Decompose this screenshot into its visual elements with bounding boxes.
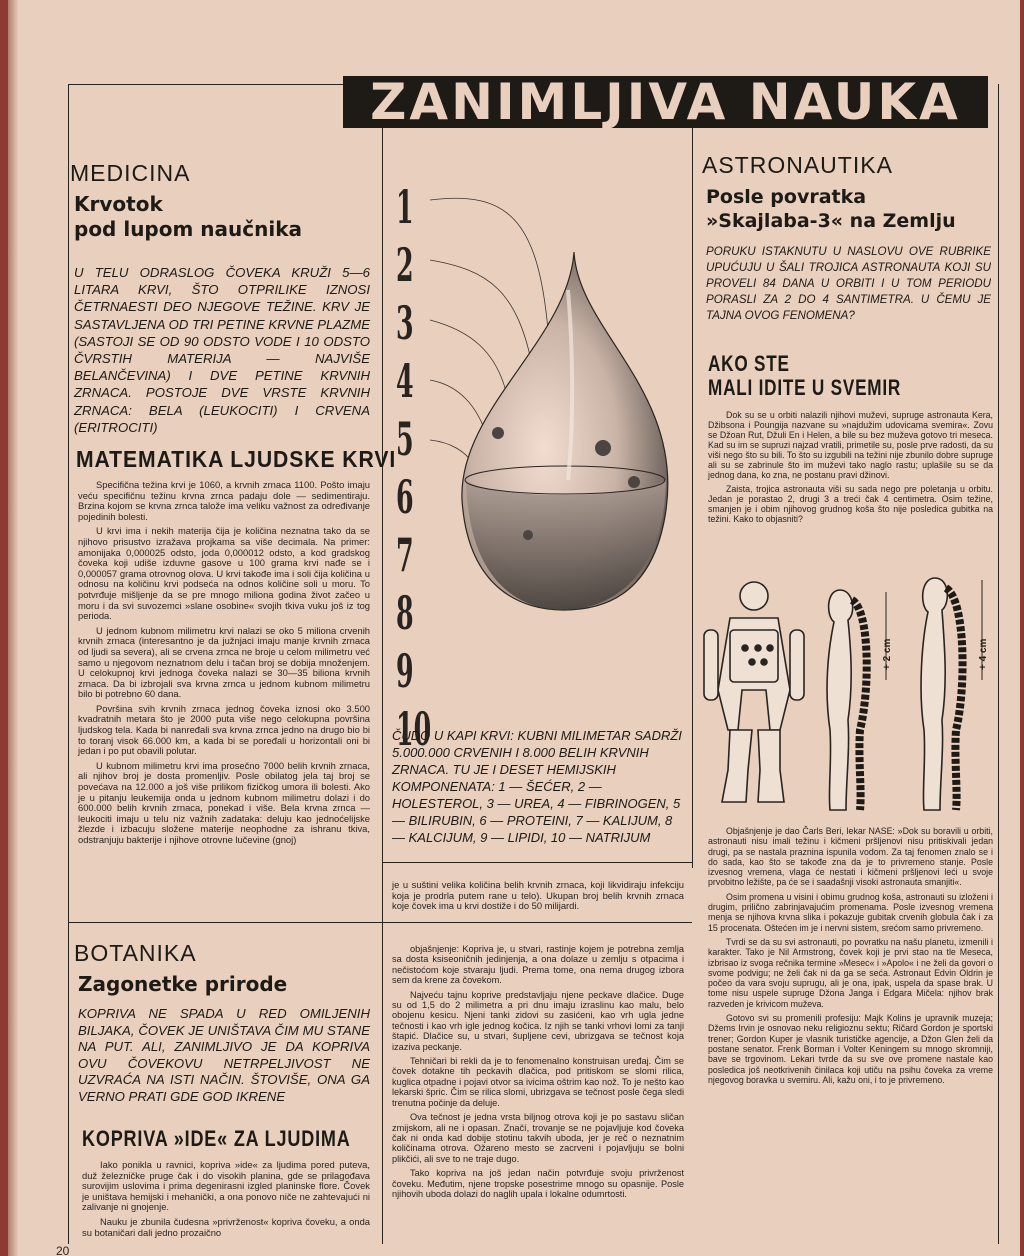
paragraph: Ova tečnost je jedna vrsta biljnog otrova koji je po sastavu sličan zmijskom, ali ne i opasan. Značí, trovanje se ne pojavljuje kod čoveka čak ni onda kad dobije stotinu takvih uboda, jer je reč o neznatnim količinama otrova. Ožareno mesto se zacrveni i pojavljuju se bolni plikčići, ali sve to ne traje dugo.	[392, 1112, 684, 1164]
masthead-banner	[343, 76, 988, 128]
paragraph: Tvrdi se da su svi astronauti, po povratku na našu planetu, izmenili i karakter. Tako je Nil Armstrong, čovek koji je prvi stao na tle Meseca, izbrisao iz svoga rečnika termine »Mesec« i »Apolo« i ne želi da govori o svome podvigu; ne želi čak ni da ga se seća. Astronaut Edvin Oldrin je počeo da vara svoju suprugu, ali je ona, ipak, uspela da spase brak. U tome nisu uspele supruge Džona Janga i Edgara Mičela: njihov brak razveden je krivicom muževa.	[708, 936, 993, 1009]
drop-liquid	[466, 480, 666, 610]
blood-drop-illustration	[428, 180, 690, 740]
column-rule-1	[382, 128, 383, 1244]
height-gain-label-2: + 4 cm	[978, 638, 989, 670]
headline-ako-ste-mali	[708, 352, 901, 400]
paragraph: U kubnom milimetru krvi ima prosečno 7000 belih krvnih zrnaca, ali njihov broj je dosta promenljiv. Posle obilatog jela taj broj se povećava na 12.000 a još više prilikom fizičkog umora ili bolesti. Ako je u pitanju leukemija onda u jednom kubnom milimetru dolazi i do 600.000 belih krvnih zrnaca, ponekad i više. Bela krvna zrnca — leukociti imaju u telu niz važnih zadataka: deluju kao jednoćelijske žlezde i izbacuju složene materije neophodne za ishranu tkiva, odstranjuju bakterije i njihove otrovne lučevine (gnoj)	[78, 759, 370, 845]
article-title-zagonetke: Zagonetke prirode	[78, 972, 288, 996]
paragraph: objašnjenje: Kopriva je, u stvari, rastinje kojem je potrebna zemlja sa dosta ksiseoničnih jedinjenja, a ona dolaze u zemlju s otpacima i nečistoćom koje stvaraju ljudi. Prema tome, ona nema drugog izbora sem da krene za čovekom.	[392, 944, 684, 986]
column-rule-2	[692, 128, 693, 868]
article-title-skajlab	[706, 186, 996, 234]
component-number: 3	[396, 296, 414, 350]
headline-matematika: MATEMATIKA LJUDSKE KRVI	[76, 446, 397, 472]
title-line: Posle povratka	[706, 186, 867, 208]
paragraph: Specifična težina krvi je 1060, a krvnih zrnaca 1100. Pošto imaju veću specifičnu težinu krvna zrnca padaju dole — sedimentiraju. Brzina kojom se krvna zrnca talože ima veliku važnost za određivanje pojedinih bolesti.	[78, 479, 370, 522]
height-gain-label-1: + 2 cm	[882, 638, 893, 670]
section-divider-horizontal	[68, 922, 692, 923]
figure-caption: ČUDO U KAPI KRVI: KUBNI MILIMETAR SADRŽI 5.000.000 CRVENIH I 8.000 BELIH KRVNIH ZRNACA. TU JE I DESET HEMIJSKIH KOMPONENATA: 1 — ŠEĆER, 2 — HOLESTEROL, 3 — UREA, 4 — FIBRINOGEN, 5 — BILIRUBIN, 6 — PROTEINI, 7 — KALIJUM, 8 — KALCIJUM, 9 — LIPIDI, 10 — NATRIJUM	[392, 728, 682, 845]
component-number: 7	[396, 528, 414, 582]
article-body-astronautika-top	[708, 410, 993, 528]
paragraph: Iako ponikla u ravnici, kopriva »ide« za ljudima pored puteva, duž železničke pruge čak i do visokih planina, gde se prilagođava surovijim uslovima i prima degenirasni izgled planinske flore. Čovek je uništava hemijski i mehanički, a ona ponovo niče ne zahtevajući ni zalivanje ni gnojenje.	[82, 1159, 370, 1213]
astronaut-spine-illustration	[700, 570, 996, 820]
paragraph: Osim promena u visini i obimu grudnog koša, astronauti su izloženi i drugim, prilično zabrinjavajućim promenama. Posle izvesnog vremena menja se njihova krvna slika i pokazuje gubitak crvenih globula čak i za 15 procenata. Oštećen im je i nervni sistem, srećom samo privremeno.	[708, 891, 993, 933]
article-continuation: je u suštini velika količina belih krvnih zrnaca, koji likvidiraju infekciju koja je prodrla putem rane u telo). Ukupan broj belih krvnih zrnaca koje čovek ima u krvi dostiže i do 50 milijardi.	[392, 879, 684, 912]
headline-line: MALI IDITE U SVEMIR	[708, 375, 902, 400]
spine-figure-2	[921, 578, 963, 810]
article-body-astronautika-bottom	[708, 826, 993, 1089]
paragraph: Tehničari bi rekli da je to fenomenalno konstruisan uređaj. Čim se čovek dotakne tih peckavih dlačica, pod pritiskom se slomi rilica, kuglica otpadne i pojavi otvor sa ivicima oštrim kao nož. To je nešto kao lekarski špric. Čim se rilica slomi, ubrizgava se tečnost posle čega sledi trenutna počinje da deluje.	[392, 1056, 684, 1108]
article-title-krvotok	[74, 192, 354, 242]
paragraph: Najveću tajnu koprive predstavljaju njene peckave dlačice. Duge su od 1,5 do 2 milimetra a pri dnu imaju izraslinu kao malu, belo obojenu kesicu. Njeni tanki zidovi su zasićeni, kao vrh ugla jedne tečnosti i kao vrh igle jednog kočica. Iz njih se tanki vrhovi lomi za tanji štapić. Dlačice su, u stvari, šupljene cevi, ubrizgava se tečnost koja izaziva peckanje.	[392, 989, 684, 1052]
component-number: 4	[396, 354, 414, 408]
top-rule	[68, 84, 343, 85]
spine-figure-1	[827, 590, 867, 810]
left-rule	[68, 84, 69, 1244]
paragraph: Tako kopriva na još jedan način potvrđuje svoju privrženost čoveku. Međutim, njene tropske posestrime mnogo su opasnije. Posle njihovih uboda dolazi do naglih upala i lokalne odumrtosti.	[392, 1168, 684, 1199]
article-lead-astronautika: PORUKU ISTAKNUTU U NASLOVU OVE RUBRIKE UPUĆUJU U ŠALI TROJICA ASTRONAUTA KOJI SU PROVELI 84 DANA U ORBITI I U TOM PERIODU PORASLI ZA 2 DO 4 SANTIMETRA. U ČEMU JE TAJNA OVOG FENOMENA?	[706, 245, 991, 322]
section-label-botanika: BOTANIKA	[74, 940, 197, 966]
title-line: »Skajlaba-3« na Zemlju	[706, 209, 956, 232]
paragraph: Objašnjenje je dao Čarls Beri, lekar NASE: »Dok su boravili u orbiti, astronauti nisu imali težinu i kičmeni pršljenovi nisu pritiskivali jedan drugi, pa se nastala praznina ispunila vodom. Za taj fenomen znalo se i do sada, kao što se takođe zna da je to privremeno stanje. Posle izvesnog vremena, vlaga će nestati i kičmeni pršljenovi leći u svoje prvobitno ležište, pa će se i saadašnji visoki astronauta smanjiti«.	[708, 826, 993, 888]
paragraph: Nauku je zbunila čudesna »privrženost« kopriva čoveku, a onda su botaničari dali jedno prozaično	[82, 1215, 370, 1238]
article-body-botanika-col2	[392, 944, 684, 1203]
title-line: Krvotok	[74, 192, 163, 216]
section-label-astronautika: ASTRONAUTIKA	[702, 152, 893, 178]
paragraph: U krvi ima i nekih materija čija je količina neznatna tako da se njihovo prisustvo izražava projkama sa više decimala. Na primer: amonijaka 0,000025 odsto, joda 0,000012 odsto, a kod gradskog čoveka koji udiše izduvne gasove u 100 grama krvi nađe se i 0,000057 grama otrovnog olova. U krvi takođe ima i soli čija količina u odnosu na količinu krvi podseća na odnos količine soli u moru. To potvrđuje mišljenje da se pre mnogo miliona godina život začeo u moru i da svi suvozemci »slane osobine« svojih tkiva vuku još iz tog perioda.	[78, 525, 370, 622]
component-number: 1	[396, 180, 414, 234]
paragraph: Zaista, trojica astronauta viši su sada nego pre poletanja u orbitu. Jedan je porastao 2, drugi 3 a treći čak 4 centimetra. Osim težine, smanjen je i obim njihovog grudnog koša što nije posledica gubitka na težini. Kako to objasniti?	[708, 484, 993, 524]
headline-line: AKO STE	[708, 351, 790, 376]
component-number: 2	[396, 238, 414, 292]
title-line: pod lupom naučnika	[74, 217, 303, 241]
astronaut-figure	[704, 582, 804, 802]
component-number: 6	[396, 470, 414, 524]
paragraph: Gotovo svi su promenili profesiju: Majk Kolins je upravnik muzeja; Džems Irvin je osnovao neku religioznu sektu; Ričard Gordon je sportski trener; Gordon Kuper je vlasnik turističke agencije, a Džon Glen želi da postane senator. Frenk Borman i Volter Keningem su mnogo skromniji, bave se trgovinom. Lekari tvrde da su sve ove promene nastale kao posledica još neotkrivenih činilaca koji utiču na psihu čoveka za vreme njegovog boravka u svemiru. Ali, kažu oni, i to je privremeno.	[708, 1013, 993, 1085]
article-lead-botanika: KOPRIVA NE SPADA U RED OMILJENIH BILJAKA, ČOVEK JE UNIŠTAVA ČIM MU STANE NA PUT. ALI, ZANIMLJIVO JE DA KOPRIVA OVU ČOVEKOVU NETRPELJIVOST NE UZVRAĆA NA ISTI NAČIN. ŠTOVIŠE, ONA GA VERNO PRATI GDE GOD IKRENE	[78, 1006, 370, 1104]
caption-divider	[382, 862, 692, 863]
right-rule	[998, 84, 999, 1244]
component-number: 5	[396, 412, 414, 466]
component-number: 10	[396, 702, 432, 756]
component-number: 9	[396, 644, 414, 698]
paragraph: U jednom kubnom milimetru krvi nalazi se oko 5 miliona crvenih krvnih zrnaca (interesantno je da južnjaci imaju manje krvnih zrnaca od ljudi sa severa), ali se crvena zrnca ne broje u celom milimetru već samo u njegovom neznatnom delu i tačan broj se dobija množenjem. U celokupnoj krvi jednoga čoveka nalazi se 30—35 biliona krvnih zrnaca. Da bi izbrojali sva krvna zrnca u jednom kubnom milimetru bilo bi potrebno 60 dana.	[78, 624, 370, 700]
article-lead-medicina: U TELU ODRASLOG ČOVEKA KRUŽI 5—6 LITARA KRVI, ŠTO OTPRILIKE IZNOSI ČETRNAESTI DEO NJEGOVE TEŽINE. KRV JE SASTAVLJENA OD TRI PETINE KRVNE PLAZME (SASTOJI SE OD 90 ODSTO VODE I 10 ODSTO ČVRSTIH MATERIJA — NAJVIŠE BELANČEVINA) I DVE PETINE KRVNIH ZRNACA. POSTOJE DVE VRSTE KRVNIH ZRNACA: BELA (LEUKOCITI) I CRVENA (ERITROCITI)	[74, 265, 370, 435]
page-number: 20	[56, 1244, 70, 1256]
headline-kopriva: KOPRIVA »IDE« ZA LJUDIMA	[82, 1126, 351, 1151]
article-body-medicina	[78, 480, 370, 850]
page-binding-edge	[8, 0, 18, 1256]
magazine-page	[8, 0, 1020, 1256]
masthead-title: ZANIMLJIVA NAUKA	[370, 76, 961, 128]
section-label-medicina: MEDICINA	[70, 160, 191, 186]
paragraph: Površina svih krvnih zrnaca jednog čoveka iznosi oko 3.500 kvadratnih metara što je 2000 puta više nego celokupna površina ljudskog tela. Kada bi nanređali sva krvna zrnca jedno na drugo bio bi to toranj visok 66.000 km, a kada bi se poređali u horizontali oni bi jedan i po put obavili polutar.	[78, 702, 370, 757]
component-number: 8	[396, 586, 414, 640]
paragraph: Dok su se u orbiti nalazili njihovi muževi, supruge astronauta Kera, Džibsona i Poungija nazvane su »najdužim udovicama svemira«. Zovu se Džoan Rut, Džuli En i Helen, a bile su bez muževa gotovo tri meseca. Kad su im se supruzi najzad vratili, primetile su, posle prve radosti, da su viši nego što su bili. To što su izgubili na težini nije zbunilo dobre supruge ali su se zabrinule što im muževi tako naglo rastu; uplašile su se da jednog dana, ko zna, ne postanu pravi džinovi.	[708, 410, 993, 480]
article-body-botanika-col1	[82, 1160, 370, 1242]
